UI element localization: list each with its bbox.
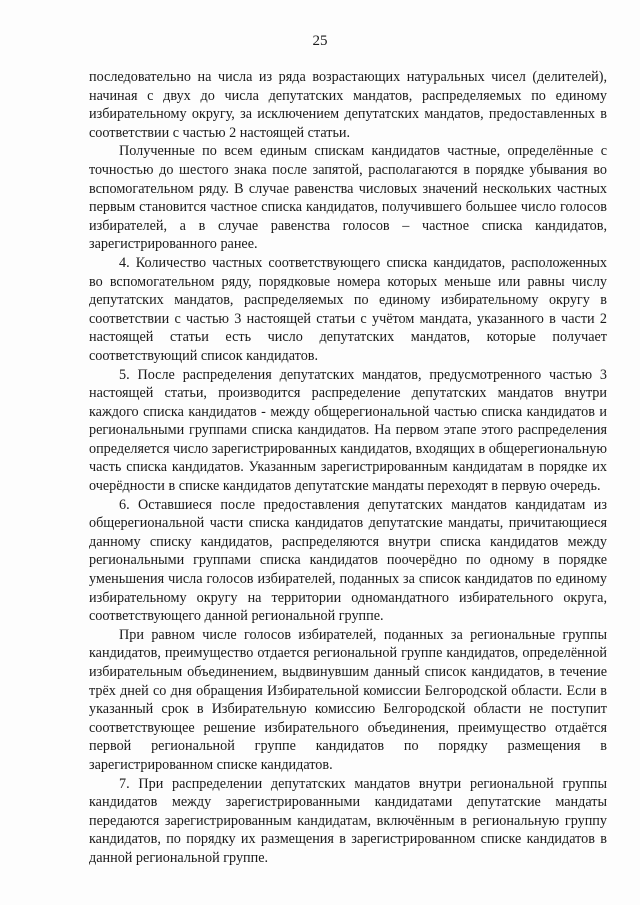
document-body: [89, 68, 607, 868]
paragraph-quotients-ordering: Полученные по всем единым спискам кандидатов частные, определённые с точностью до шестого знака после запятой, располагаются в порядке убывания во вспомогательном ряду. В случае равенства числовых значений нескольких частных первым становится частное списка кандидатов, получившего большее число голосов избирателей, а в случае равенства голосов – частное списка кандидатов, зарегистрированного ранее.: [89, 143, 607, 253]
paragraph-item-5: 5. После распределения депутатских мандатов, предусмотренного частью 3 настоящей статьи, производится распределение депутатских мандатов внутри каждого списка кандидатов - между общерегиональной частью списка кандидатов и региональными группами списка кандидатов. На первом этапе этого распределения определяется число зарегистрированных кандидатов, входящих в общерегиональную часть списка кандидатов. Указанным зарегистрированным кандидатам в порядке их очерёдности в списке кандидатов депутатские мандаты переходят в первую очередь.: [89, 366, 608, 495]
paragraph-continuation: последовательно на числа из ряда возрастающих натуральных чисел (делителей), начиная с двух до числа депутатских мандатов, распределяемых по единому избирательному округу, за исключением депутатских мандатов, предоставленных в соответствии с частью 2 настоящей статьи.: [89, 69, 607, 141]
page-number: 25: [312, 33, 328, 49]
paragraph-item-6: 6. Оставшиеся после предоставления депутатских мандатов кандидатам из общерегиональной части списка кандидатов депутатские мандаты, причитающиеся данному списку кандидатов, распределяются внутри списка кандидатов между региональными группами списка кандидатов поочерёдно по одному в порядке уменьшения числа голосов избирателей, поданных за список кандидатов по единому избирательному округу на территории одномандатного избирательного округа, соответствующего данной региональной группе.: [89, 496, 607, 625]
paragraph-item-7: 7. При распределении депутатских мандатов внутри региональной группы кандидатов между зарегистрированными кандидатами депутатские мандаты передаются зарегистрированным кандидатам, включённым в региональную группу кандидатов, по порядку их размещения в зарегистрированном списке кандидатов в данной региональной группе.: [89, 775, 607, 866]
paragraph-item-4: 4. Количество частных соответствующего списка кандидатов, расположенных во вспомогательном ряду, порядковые номера которых меньше или равны числу депутатских мандатов, распределяемых по единому избирательному округу в соответствии с частью 3 настоящей статьи с учётом мандата, указанного в части 2 настоящей статьи есть число депутатских мандатов, которые получает соответствующий список кандидатов.: [89, 254, 607, 364]
paragraph-equal-votes: При равном числе голосов избирателей, поданных за региональные группы кандидатов, преимущество отдается региональной группе кандидатов, определённой избирательным объединением, выдвинувшим данный список кандидатов, в течение трёх дней со дня обращения Избирательной комиссии Белгородской области. Если в указанный срок в Избирательную комиссию Белгородской области не поступит соответствующее решение избирательного объединения, преимущество отдаётся первой региональной группе кандидатов по порядку размещения в зарегистрированном списке кандидатов.: [89, 626, 607, 773]
